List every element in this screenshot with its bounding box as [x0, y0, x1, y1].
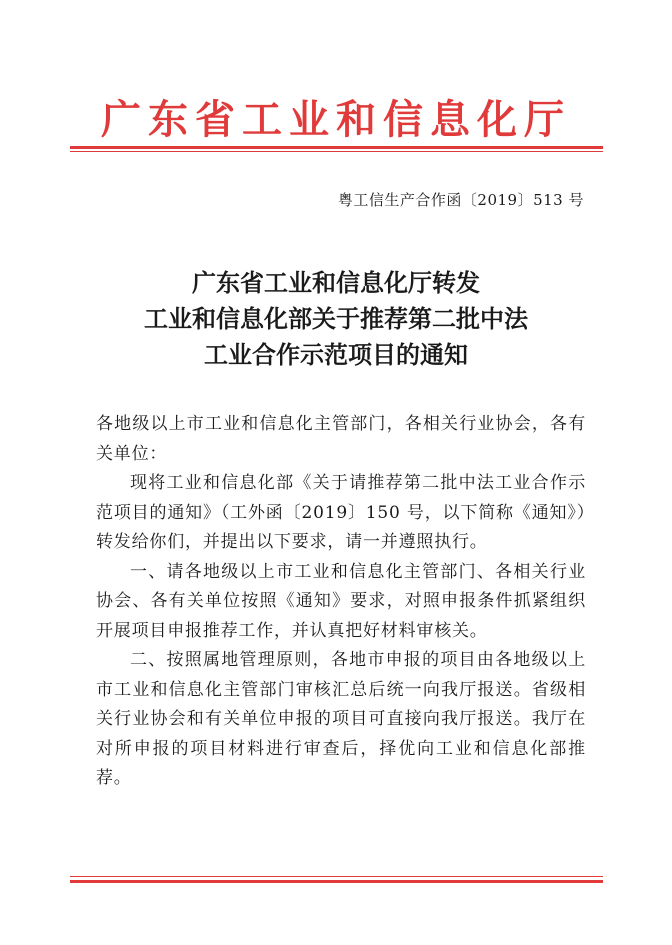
footer-rule-thick	[70, 880, 603, 883]
document-body	[96, 410, 586, 794]
letterhead-rule-thin	[70, 151, 603, 152]
document-title	[0, 265, 672, 373]
paragraph-requirement-2: 二、按照属地管理原则，各地市申报的项目由各地级以上市工业和信息化主管部门审核汇总后统一向我厅报送。省级相关行业协会和有关单位申报的项目可直接向我厅报送。我厅在对所申报的项目材料进行审查后，择优向工业和信息化部推荐。	[96, 650, 586, 788]
letterhead-org-name: 广东省工业和信息化厅	[101, 97, 571, 143]
footer-rule-thin	[70, 876, 603, 877]
paragraph-intro: 现将工业和信息化部《关于请推荐第二批中法工业合作示范项目的通知》（工外函〔2019〕150 号，以下简称《通知》）转发给你们，并提出以下要求，请一并遵照执行。	[96, 473, 586, 552]
title-line-2: 工业和信息化部关于推荐第二批中法	[144, 304, 528, 333]
title-line-3: 工业合作示范项目的通知	[204, 340, 468, 369]
letterhead-rule-thick	[70, 146, 603, 149]
paragraph-requirement-1: 一、请各地级以上市工业和信息化主管部门、各相关行业协会、各有关单位按照《通知》要求，对照申报条件抓紧组织开展项目申报推荐工作，并认真把好材料审核关。	[96, 561, 586, 641]
document-number: 粤工信生产合作函〔2019〕513 号	[337, 191, 584, 209]
salutation: 各地级以上市工业和信息化主管部门，各相关行业协会，各有关单位：	[96, 414, 586, 464]
title-line-1: 广东省工业和信息化厅转发	[192, 268, 480, 297]
